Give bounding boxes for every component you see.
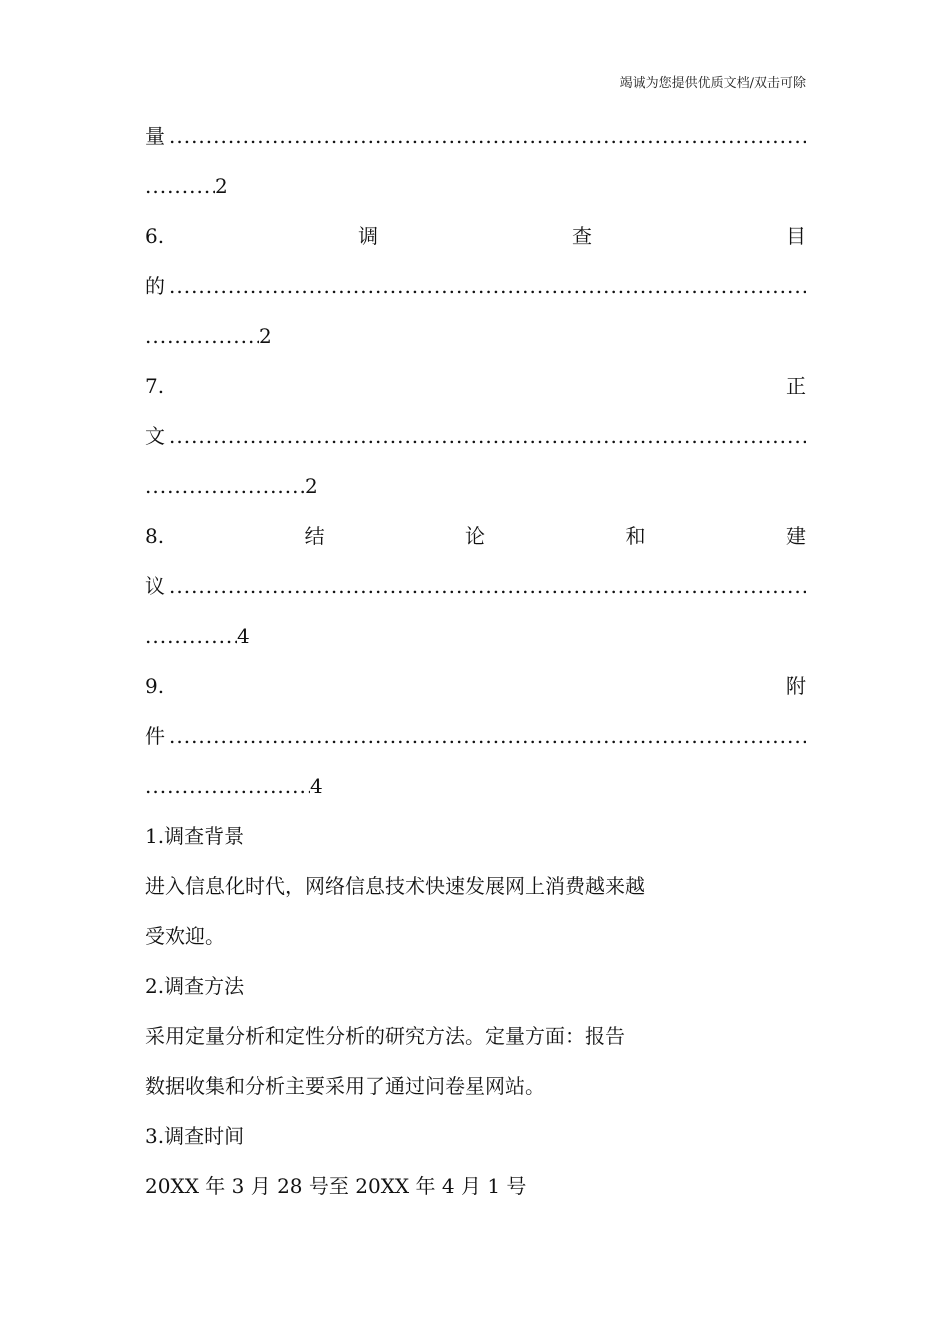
- toc-entry-word: 建: [785, 524, 806, 548]
- paragraph-line: 进入信息化时代，网络信息技术快速发展网上消费越来越: [145, 874, 645, 898]
- dot-leader: [169, 118, 806, 154]
- dot-leader: [145, 618, 237, 654]
- toc-entry-word: 论: [465, 524, 486, 548]
- toc-entry-word: 正: [786, 374, 806, 398]
- dot-leader: [169, 718, 806, 754]
- toc-entry-word: 结: [304, 524, 325, 548]
- paragraph-line: 数据收集和分析主要采用了通过问卷星网站。: [145, 1074, 545, 1098]
- toc-page-number: 2: [215, 174, 228, 198]
- toc-page-number: 2: [259, 324, 272, 348]
- toc-entry-word: 目: [786, 224, 806, 248]
- paragraph-line: 采用定量分析和定性分析的研究方法。定量方面：报告: [145, 1024, 625, 1048]
- toc-entry-8[interactable]: [145, 518, 806, 568]
- toc-entry-number: 9.: [145, 674, 165, 698]
- toc-entry-9-leader: [145, 718, 806, 768]
- dot-leader: [145, 468, 305, 504]
- toc-entry-6-page-line: [145, 318, 806, 368]
- toc-entry-word: 查: [572, 224, 593, 248]
- dot-leader: [169, 418, 806, 454]
- toc-entry-8-leader: [145, 568, 806, 618]
- section-heading: 1.调查背景: [145, 824, 245, 848]
- toc-entry-7[interactable]: [145, 368, 806, 418]
- paragraph-line: 20XX 年 3 月 28 号至 20XX 年 4 月 1 号: [145, 1174, 527, 1198]
- toc-entry-tail-char: 件: [145, 724, 165, 748]
- dot-leader: [145, 318, 259, 354]
- toc-entry-word: 调: [358, 224, 379, 248]
- page-header: 竭诚为您提供优质文档/双击可除: [619, 76, 806, 91]
- toc-entry-tail-char: 文: [145, 424, 165, 448]
- document-page: [145, 118, 806, 1218]
- toc-entry-6[interactable]: [145, 218, 806, 268]
- toc-entry-number: 7.: [145, 374, 165, 398]
- toc-entry-word: 附: [786, 674, 806, 698]
- toc-entry-word: 和: [625, 524, 646, 548]
- toc-page-number: 4: [310, 774, 323, 798]
- toc-entry-number: 6.: [145, 224, 165, 248]
- toc-entry-9-page-line: [145, 768, 806, 818]
- toc-entry-tail-char: 议: [145, 574, 165, 598]
- toc-page-number: 4: [237, 624, 250, 648]
- toc-entry-6-leader: [145, 268, 806, 318]
- section-heading: 2.调查方法: [145, 974, 245, 998]
- toc-page-number: 2: [305, 474, 318, 498]
- paragraph-line: 受欢迎。: [145, 924, 225, 948]
- dot-leader: [145, 168, 215, 204]
- toc-entry-5-page-line: [145, 168, 806, 218]
- dot-leader: [169, 268, 806, 304]
- toc-entry-7-page-line: [145, 468, 806, 518]
- toc-entry-number: 8.: [145, 524, 165, 548]
- toc-entry-tail-char: 量: [145, 124, 165, 148]
- toc-entry-7-leader: [145, 418, 806, 468]
- toc-entry-8-page-line: [145, 618, 806, 668]
- dot-leader: [145, 768, 310, 804]
- toc-entry-9[interactable]: [145, 668, 806, 718]
- dot-leader: [169, 568, 806, 604]
- section-heading: 3.调查时间: [145, 1124, 245, 1148]
- toc-entry-5[interactable]: [145, 118, 806, 168]
- toc-entry-tail-char: 的: [145, 274, 165, 298]
